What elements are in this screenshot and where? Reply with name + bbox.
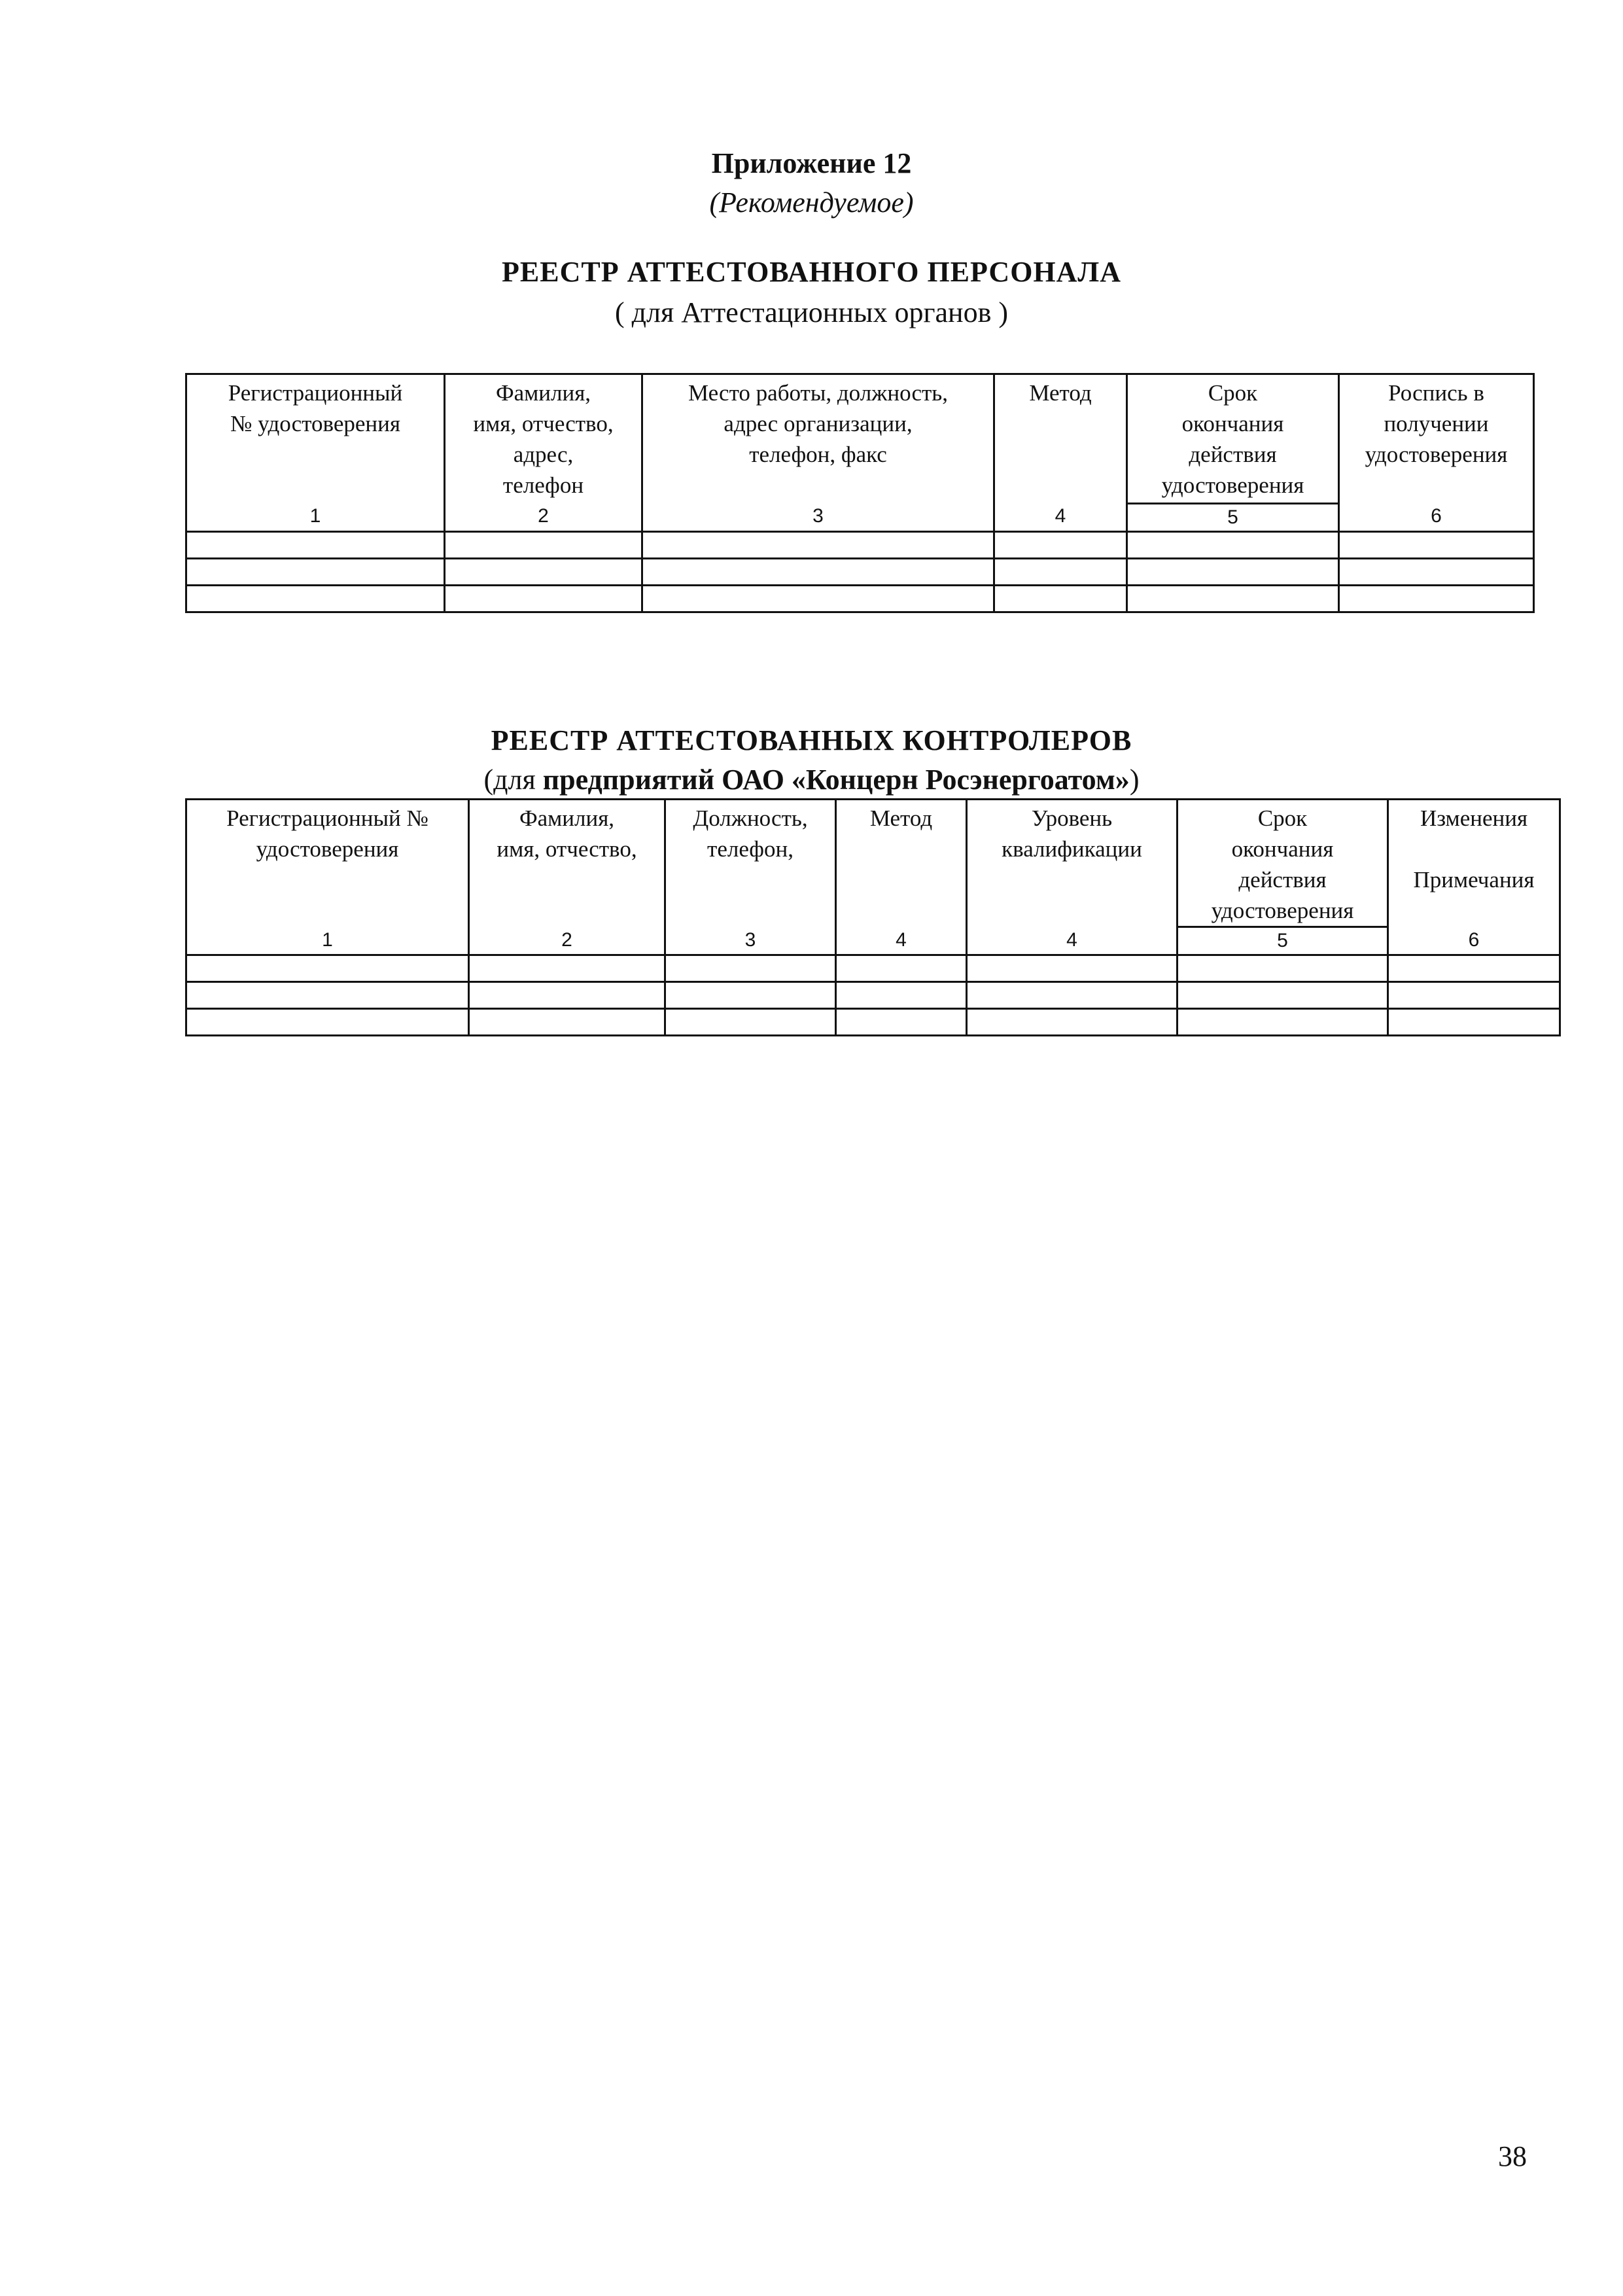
table-header-row [186, 800, 1560, 927]
table-header-row [186, 374, 1534, 504]
table-row [186, 531, 1534, 558]
personnel-registry-title: РЕЕСТР АТТЕСТОВАННОГО ПЕРСОНАЛА [502, 256, 1121, 288]
column-number: 1 [186, 927, 469, 955]
subtitle-organization: предприятий ОАО «Концерн Росэнергоатом» [542, 764, 1130, 796]
personnel-registry-table [185, 373, 1535, 613]
col-header-expiry: Срок окончания действия удостоверения [1127, 374, 1339, 504]
column-number: 1 [186, 503, 445, 531]
column-number: 4 [967, 927, 1178, 955]
column-number: 3 [642, 503, 994, 531]
col-header-changes-notes: Изменения Примечания [1388, 800, 1560, 927]
controllers-registry-title: РЕЕСТР АТТЕСТОВАННЫХ КОНТРОЛЕРОВ [491, 724, 1132, 756]
table-row [186, 1009, 1560, 1036]
column-number-row [186, 927, 1560, 955]
col-header-method: Метод [994, 374, 1127, 504]
col-header-position: Должность, телефон, [665, 800, 836, 927]
column-number: 6 [1339, 503, 1534, 531]
subtitle-suffix: ) [1129, 764, 1140, 796]
table-row [186, 955, 1560, 982]
column-number: 6 [1388, 927, 1560, 955]
column-number: 2 [469, 927, 665, 955]
controllers-registry-subtitle [0, 762, 1623, 798]
table-row [186, 585, 1534, 612]
column-number: 3 [665, 927, 836, 955]
appendix-subtitle: (Рекомендуемое) [709, 186, 914, 219]
column-number: 4 [994, 503, 1127, 531]
col-header-qualification-level: Уровень квалификации [967, 800, 1178, 927]
table-row [186, 558, 1534, 585]
column-number: 4 [836, 927, 967, 955]
personnel-registry-subtitle: ( для Аттестационных органов ) [614, 296, 1009, 328]
subtitle-prefix: (для [483, 764, 543, 796]
col-header-registration-number: Регистрационный № удостоверения [186, 800, 469, 927]
page-number: 38 [1498, 2140, 1527, 2172]
col-header-registration-number: Регистрационный № удостоверения [186, 374, 445, 504]
appendix-title: Приложение 12 [711, 147, 912, 179]
column-number: 5 [1127, 503, 1339, 531]
col-header-full-name: Фамилия, имя, отчество, адрес, телефон [445, 374, 642, 504]
col-header-full-name: Фамилия, имя, отчество, [469, 800, 665, 927]
col-header-expiry: Срок окончания действия удостоверения [1178, 800, 1388, 927]
column-number: 5 [1178, 927, 1388, 955]
controllers-registry-table [185, 798, 1561, 1036]
col-header-signature: Роспись в получении удостоверения [1339, 374, 1534, 504]
col-header-method: Метод [836, 800, 967, 927]
column-number: 2 [445, 503, 642, 531]
column-number-row [186, 503, 1534, 531]
table-row [186, 982, 1560, 1009]
col-header-workplace: Место работы, должность, адрес организации, телефон, факс [642, 374, 994, 504]
